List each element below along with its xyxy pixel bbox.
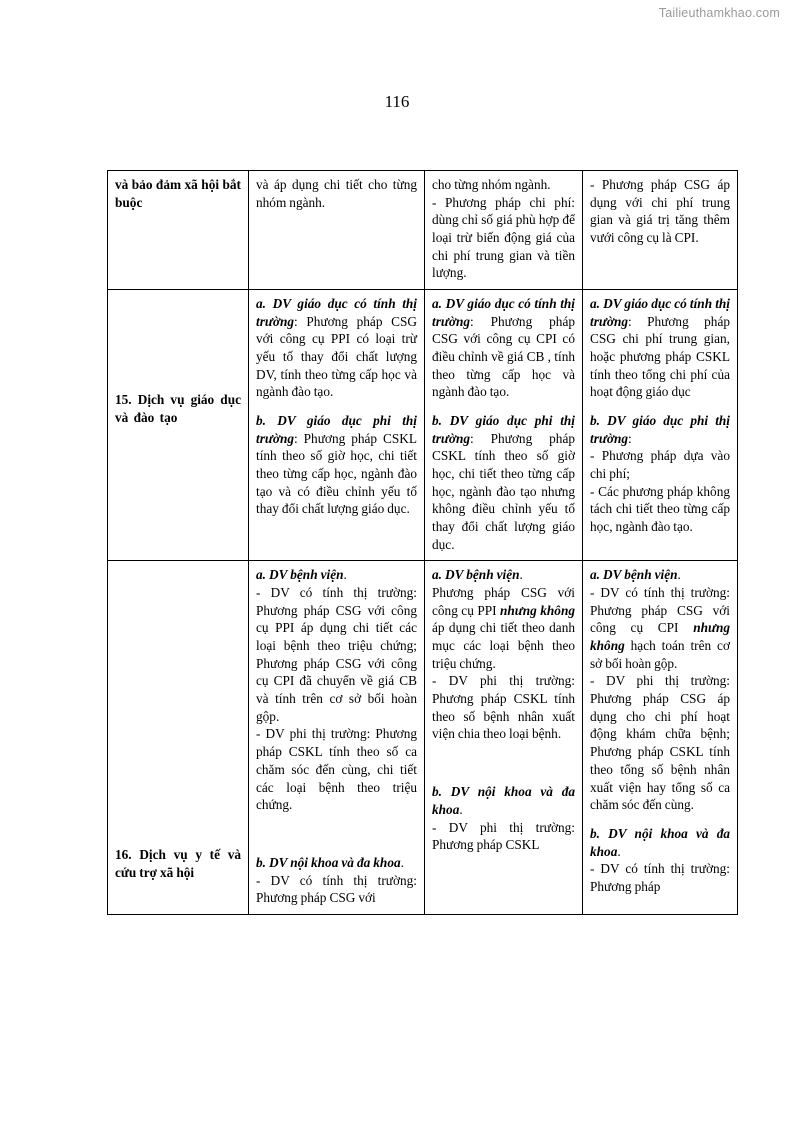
cell-paragraph: - DV phi thị trường: Phương pháp CSG áp dụng cho chi phí hoạt động khám chữa bệnh; Phương pháp CSKL tính theo tổng số bệnh nhân xuất viện hay tổng số ca chăm sóc đến cùng. — [590, 673, 730, 813]
mixed-emphasis: nhưng không — [500, 602, 575, 618]
cell-paragraph: và áp dụng chi tiết cho từng nhóm ngành. — [256, 177, 417, 210]
cell-paragraph: - Phương pháp chi phí: dùng chỉ số giá phù hợp để loại trừ biến động giá của chi phí trung gian và tiền lượng. — [432, 194, 575, 281]
mixed-tail: áp dụng chi tiết theo danh mục các loại bệnh theo triệu chứng. — [432, 620, 575, 671]
table-cell-col4 — [583, 290, 738, 561]
mixed-head: Phương pháp CSG với công cụ PPI — [432, 585, 575, 618]
table-cell-label — [108, 171, 249, 290]
lead-label: a. DV giáo dục có tính thị trường — [432, 296, 575, 329]
lead-label: b. DV nội khoa và đa khoa — [590, 825, 730, 859]
lead-label: a. DV bệnh viện — [590, 567, 678, 583]
lead-body: . — [519, 567, 523, 583]
content-table — [107, 170, 738, 915]
lead-label: b. DV giáo dục phi thị trường — [590, 413, 730, 446]
mixed-emphasis: nhưng không — [590, 620, 730, 654]
table-cell-col3 — [425, 561, 583, 914]
cell-paragraph: - DV phi thị trường: Phương pháp CSKL tính theo số ca chăm sóc đến cùng, chi tiết các loại bệnh theo triệu chứng. — [256, 726, 417, 813]
table-cell-label — [108, 561, 249, 914]
mixed-head: - DV có tính thị trường: Phương pháp CSG với công cụ CPI — [590, 585, 730, 636]
lead-body: : — [628, 430, 632, 446]
table-row — [108, 171, 738, 290]
lead-label: a. DV giáo dục có tính thị trường — [590, 296, 730, 329]
cell-paragraph: - Phương pháp CSG áp dụng với chi phí trung gian và giá trị tăng thêm vưới công cụ là CPI. — [590, 177, 730, 246]
lead-body: : Phương pháp CSKL tính theo số giờ học, chi tiết theo từng cấp học, ngành đào tạo nhưng không điều chỉnh yếu tố thay đổi chất lượng giáo dục. — [432, 430, 575, 552]
cell-paragraph: - DV có tính thị trường: Phương pháp — [590, 861, 730, 894]
lead-label: b. DV giáo dục phi thị trường — [256, 413, 417, 446]
table-cell-col4 — [583, 561, 738, 914]
table-cell-label — [108, 290, 249, 561]
cell-paragraph — [256, 412, 417, 518]
row-label-text: 16. Dịch vụ y tế và cứu trợ xã hội — [115, 847, 241, 881]
lead-body: : Phương pháp CSKL tính theo số giờ học, chi tiết theo từng cấp học, ngành đào tạo và có điều chỉnh yếu tố thay đổi chất lượng giáo dục. — [256, 430, 417, 517]
cell-paragraph — [256, 295, 417, 401]
lead-label: b. DV nội khoa và đa khoa — [256, 854, 401, 870]
cell-paragraph: - DV có tính thị trường: Phương pháp CSG với công cụ PPI áp dụng chi tiết các loại bệnh theo triệu chứng; Phương pháp CSG với công cụ CPI đã chuyển về giá CB và tính trên cơ sở bối hoàn gộp. — [256, 585, 417, 724]
lead-label: a. DV bệnh viện — [256, 567, 344, 583]
lead-label: b. DV giáo dục phi thị trường — [432, 413, 575, 446]
lead-body: . — [343, 567, 347, 583]
cell-paragraph: - Các phương pháp không tách chi tiết theo từng cấp học, ngành đào tạo. — [590, 483, 730, 535]
watermark-text: Tailieuthamkhao.com — [658, 6, 780, 20]
lead-body: : Phương pháp CSG với công cụ PPI có loại trừ yếu tố thay đổi chất lượng DV, tính theo từng cấp học và ngành đào tạo. — [256, 313, 417, 400]
table-row — [108, 561, 738, 914]
mixed-tail: hạch toán trên cơ sở bối hoàn gộp. — [590, 638, 730, 671]
cell-paragraph — [590, 825, 730, 860]
lead-body: . — [617, 843, 621, 859]
cell-paragraph: - Phương pháp dựa vào chi phí; — [590, 448, 730, 482]
content-table-wrapper — [107, 170, 737, 915]
cell-paragraph: - DV phi thị trường: Phương pháp CSKL tính theo số bệnh nhân xuất viện chia theo loại bệnh. — [432, 673, 575, 742]
table-cell-col2 — [249, 290, 425, 561]
cell-paragraph — [590, 295, 730, 401]
cell-paragraph — [432, 566, 575, 584]
cell-paragraph — [432, 584, 575, 672]
table-cell-col2 — [249, 561, 425, 914]
table-cell-col4 — [583, 171, 738, 290]
cell-paragraph — [432, 412, 575, 553]
lead-label: b. DV nội khoa và đa khoa — [432, 784, 575, 817]
cell-paragraph — [590, 584, 730, 672]
lead-body: . — [677, 567, 681, 583]
row-label-text: 15. Dịch vụ giáo dục và đào tạo — [115, 392, 241, 425]
lead-body: . — [459, 801, 463, 817]
cell-paragraph: - DV có tính thị trường: Phương pháp CSG với — [256, 872, 417, 906]
table-row — [108, 290, 738, 561]
page-number: 116 — [384, 92, 410, 111]
table-cell-col2 — [249, 171, 425, 290]
cell-paragraph — [256, 854, 417, 872]
lead-body: : Phương pháp CSG chi phí trung gian, hoặc phương pháp CSKL tính theo tổng chi phí của hoạt động giáo dục — [590, 313, 730, 400]
cell-paragraph — [590, 566, 730, 584]
cell-paragraph — [590, 412, 730, 447]
table-cell-col3 — [425, 290, 583, 561]
lead-body: . — [400, 854, 404, 870]
cell-paragraph: cho từng nhóm ngành. — [432, 177, 551, 192]
cell-paragraph — [432, 295, 575, 401]
cell-paragraph — [432, 783, 575, 818]
cell-paragraph: - DV phi thị trường: Phương pháp CSKL — [432, 819, 575, 853]
table-cell-col3 — [425, 171, 583, 290]
lead-label: a. DV bệnh viện — [432, 567, 520, 583]
cell-paragraph — [256, 566, 417, 584]
lead-body: : Phương pháp CSG với công cụ CPI có điều chỉnh về giá CB , tính theo từng cấp học và ngành đào tạo. — [432, 313, 575, 400]
lead-label: a. DV giáo dục có tính thị trường — [256, 296, 417, 329]
row-label-text: và bảo đảm xã hội bắt buộc — [115, 177, 241, 210]
